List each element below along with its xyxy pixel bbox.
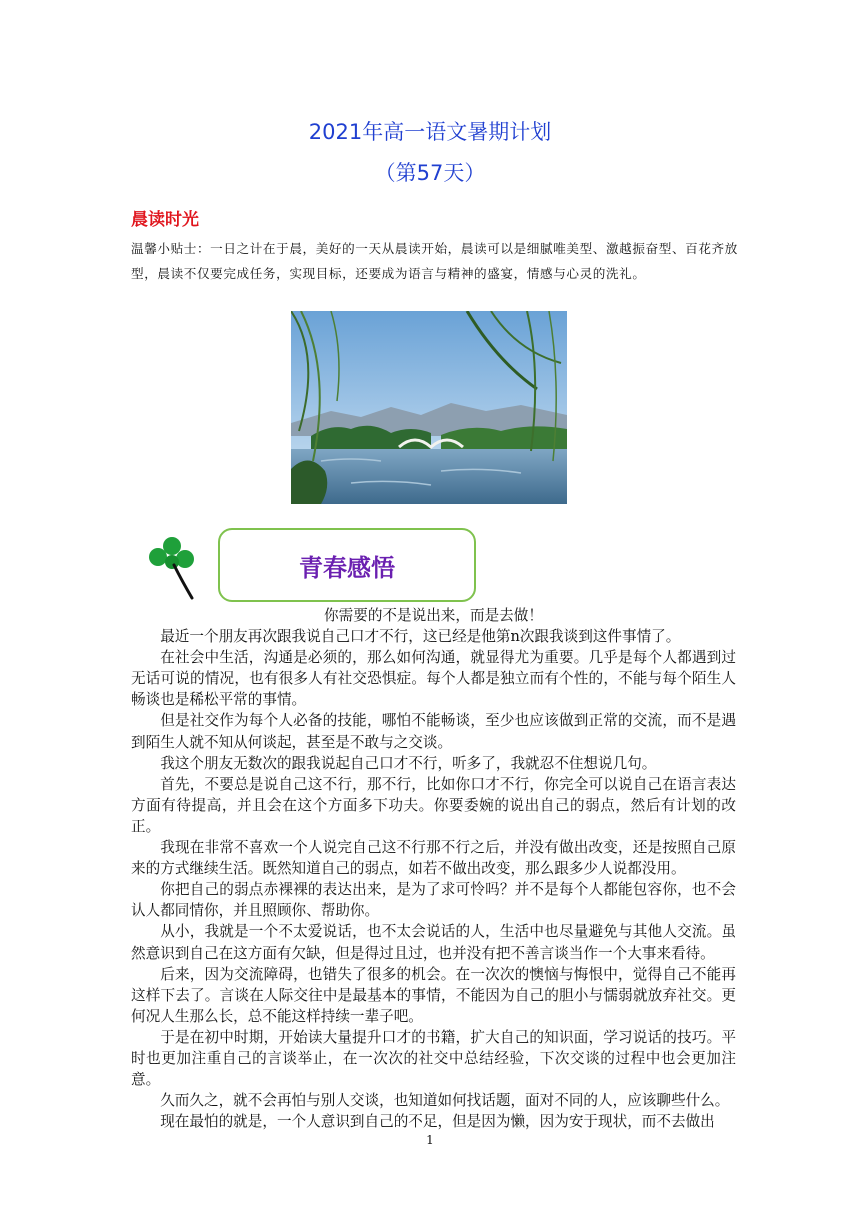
essay-paragraph: 现在最怕的就是，一个人意识到自己的不足，但是因为懒，因为安于现状，而不去做出: [160, 1113, 715, 1131]
essay-paragraph: 我这个朋友无数次的跟我说起自己口才不行，听多了，我就忍不住想说几句。: [160, 754, 657, 772]
essay-paragraph: 在社会中生活，沟通是必须的，那么如何沟通，就显得尤为重要。几乎是每个人都遇到过无话可说的情况，也有很多人有社交恐惧症。每个人都是独立而有个性的，不能与每个陌生人畅谈也是稀松平常的事情。: [131, 649, 736, 709]
essay-paragraph: 久而久之，就不会再怕与别人交谈，也知道如何找话题，面对不同的人，应该聊些什么。: [160, 1092, 730, 1110]
reading-tip: 温馨小贴士：一日之计在于晨，美好的一天从晨读开始，晨读可以是细腻唯美型、激越振奋型、百花齐放型，晨读不仅要完成任务，实现目标，还要成为语言与精神的盛宴，情感与心灵的洗礼。: [131, 241, 738, 281]
essay-subtitle: 你需要的不是说出来，而是去做！: [324, 607, 543, 624]
page-number: 1: [426, 1133, 434, 1147]
lake-landscape-photo: [291, 311, 567, 504]
section-heading-morning-reading: 晨读时光: [131, 210, 199, 230]
essay-paragraph: 后来，因为交流障碍，也错失了很多的机会。在一次次的懊恼与悔恨中，觉得自己不能再这样下去了。言谈在人际交往中是最基本的事情，不能因为自己的胆小与懦弱就放弃社交。更何况人生那么长，总不能这样持续一辈子吧。: [131, 965, 736, 1025]
youth-reflection-badge: [218, 528, 476, 602]
essay-paragraph: 最近一个朋友再次跟我说自己口才不行，这已经是他第n次跟我谈到这件事情了。: [160, 628, 681, 646]
essay-paragraph: 首先，不要总是说自己这不行，那不行，比如你口才不行，你完全可以说自己在语言表达方面有待提高，并且会在这个方面多下功夫。你要委婉的说出自己的弱点，然后有计划的改正。: [131, 775, 736, 835]
badge-label: 青春感悟: [299, 553, 395, 582]
page-title: 2021年高一语文暑期计划: [308, 120, 552, 144]
essay-paragraph: 于是在初中时期，开始读大量提升口才的书籍，扩大自己的知识面，学习说话的技巧。平时也更加注重自己的言谈举止，在一次次的社交中总结经验，下次交谈的过程中也会更加注意。: [131, 1028, 736, 1089]
essay-paragraph: 但是社交作为每个人必备的技能，哪怕不能畅谈，至少也应该做到正常的交流，而不是遇到陌生人就不知从何谈起，甚至是不敢与之交谈。: [131, 712, 736, 751]
clover-icon: [146, 535, 198, 601]
essay-paragraph: 我现在非常不喜欢一个人说完自己这不行那不行之后，并没有做出改变，还是按照自己原来的方式继续生活。既然知道自己的弱点，如若不做出改变，那么跟多少人说都没用。: [131, 839, 736, 878]
day-subtitle: （第57天）: [374, 161, 486, 185]
essay-paragraph: 从小，我就是一个不太爱说话，也不太会说话的人，生活中也尽量避免与其他人交流。虽然意识到自己在这方面有欠缺，但是得过且过，也并没有把不善言谈当作一个大事来看待。: [131, 923, 736, 962]
essay-paragraph: 你把自己的弱点赤裸裸的表达出来，是为了求可怜吗？并不是每个人都能包容你，也不会认人都同情你，并且照顾你、帮助你。: [131, 881, 736, 920]
essay-body: [131, 605, 736, 1132]
